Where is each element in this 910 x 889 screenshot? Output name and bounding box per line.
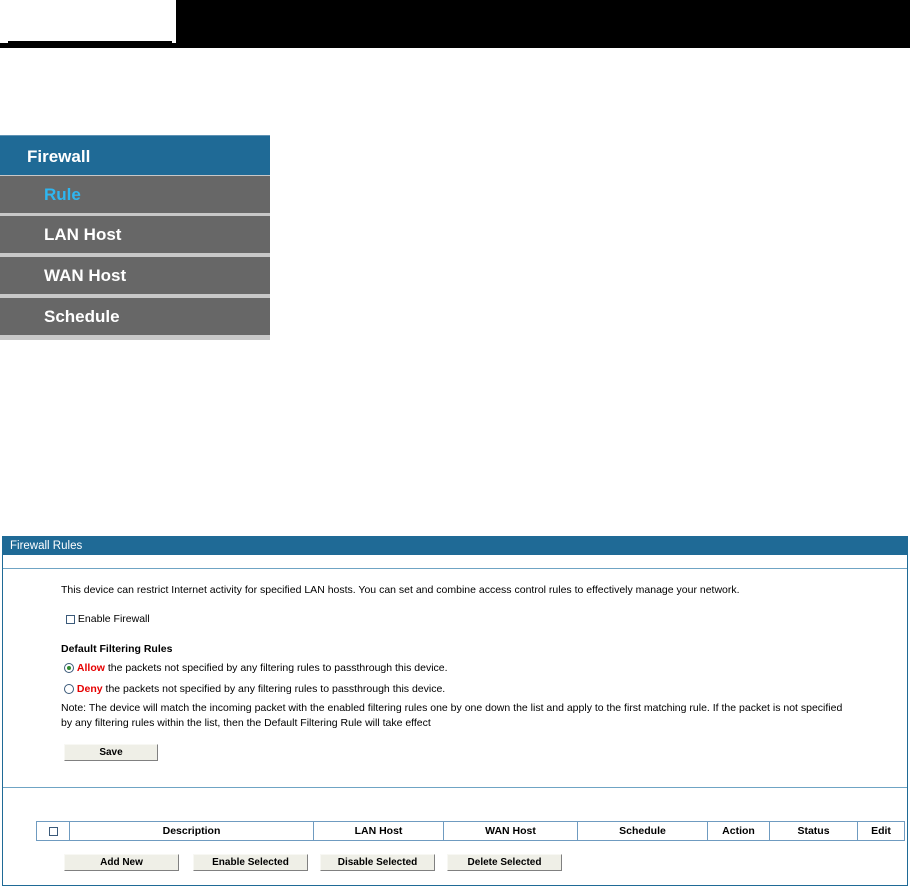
enable-firewall-checkbox[interactable] [66,615,75,624]
delete-selected-button[interactable]: Delete Selected [447,854,562,871]
allow-option-row [64,662,448,674]
enable-selected-button[interactable]: Enable Selected [193,854,308,871]
column-header-edit: Edit [858,822,905,841]
divider [3,787,907,788]
save-button[interactable]: Save [64,744,158,761]
note-line-2: by any filtering rules within the list, then the Default Filtering Rule will take effect [61,717,431,729]
select-all-cell [37,822,70,841]
panel-title: Firewall Rules [3,537,907,555]
deny-text: the packets not specified by any filtering rules to passthrough this device. [102,683,446,695]
column-header-action: Action [708,822,770,841]
deny-radio[interactable] [64,684,74,694]
column-header-wan-host: WAN Host [444,822,578,841]
rules-table [36,821,905,841]
sidebar-menu [0,135,270,340]
add-new-button[interactable]: Add New [64,854,179,871]
disable-selected-button[interactable]: Disable Selected [320,854,435,871]
firewall-rules-panel [2,536,908,886]
select-all-checkbox[interactable] [49,827,58,836]
top-header-bar [0,0,910,48]
allow-text: the packets not specified by any filtering rules to passthrough this device. [104,662,448,674]
column-header-status: Status [770,822,858,841]
table-header-row [37,822,905,841]
deny-option-row [64,683,445,695]
sidebar-item-schedule[interactable]: Schedule [0,298,270,335]
panel-description: This device can restrict Internet activity for specified LAN hosts. You can set and combine access control rules to effectively manage your network. [61,584,740,596]
column-header-schedule: Schedule [578,822,708,841]
allow-keyword: Allow [76,662,105,674]
logo-underline [8,41,172,43]
note-line-1: Note: The device will match the incoming packet with the enabled filtering rules one by one down the list and apply to the first matching rule. If the packet is not specified [61,702,843,714]
sidebar-item-rule[interactable]: Rule [0,176,270,213]
sidebar-header-firewall[interactable]: Firewall [0,135,270,175]
divider [3,568,907,569]
sidebar-item-lan-host[interactable]: LAN Host [0,216,270,253]
enable-firewall-label: Enable Firewall [77,613,150,625]
column-header-lan-host: LAN Host [314,822,444,841]
deny-keyword: Deny [76,683,103,695]
enable-firewall-row [66,613,150,625]
column-header-description: Description [70,822,314,841]
logo-area [0,0,176,43]
sidebar-item-wan-host[interactable]: WAN Host [0,257,270,294]
default-rules-heading: Default Filtering Rules [61,643,173,655]
allow-radio[interactable] [64,663,74,673]
